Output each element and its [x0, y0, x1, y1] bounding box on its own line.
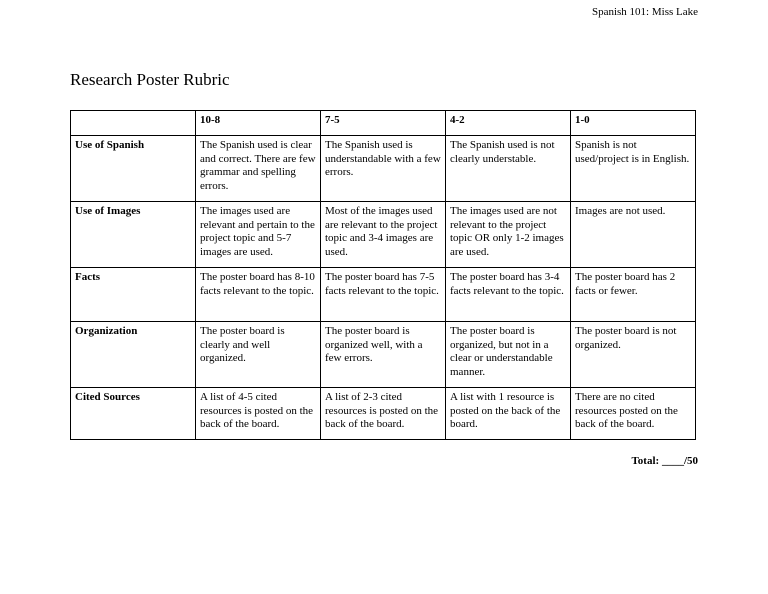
rubric-cell: Images are not used.	[571, 202, 696, 268]
header-cell-4-2: 4-2	[446, 111, 571, 136]
header-cell-7-5: 7-5	[321, 111, 446, 136]
rubric-cell: The Spanish used is clear and correct. There are few grammar and spelling errors.	[196, 136, 321, 202]
rubric-cell: A list of 2-3 cited resources is posted on the back of the board.	[321, 388, 446, 440]
rubric-cell: Most of the images used are relevant to the project topic and 3-4 images are used.	[321, 202, 446, 268]
criterion-label: Use of Spanish	[71, 136, 196, 202]
rubric-cell: There are no cited resources posted on the back of the board.	[571, 388, 696, 440]
course-header: Spanish 101: Miss Lake	[591, 6, 698, 18]
table-row	[71, 268, 696, 322]
page-title: Research Poster Rubric	[70, 70, 230, 89]
table-row	[71, 388, 696, 440]
rubric-cell: Spanish is not used/project is in English.	[571, 136, 696, 202]
table-row	[71, 136, 696, 202]
criterion-label: Use of Images	[71, 202, 196, 268]
rubric-cell: The poster board is organized, but not in a clear or understandable manner.	[446, 322, 571, 388]
rubric-cell: The Spanish used is understandable with a few errors.	[321, 136, 446, 202]
header-cell-10-8: 10-8	[196, 111, 321, 136]
criterion-label: Facts	[71, 268, 196, 322]
rubric-cell: The poster board is not organized.	[571, 322, 696, 388]
rubric-cell: The Spanish used is not clearly understable.	[446, 136, 571, 202]
rubric-cell: The poster board has 8-10 facts relevant to the topic.	[196, 268, 321, 322]
table-header-row	[71, 111, 696, 136]
rubric-cell: The poster board is organized well, with a few errors.	[321, 322, 446, 388]
header-cell-criterion	[71, 111, 196, 136]
rubric-cell: The poster board is clearly and well organized.	[196, 322, 321, 388]
rubric-cell: A list of 4-5 cited resources is posted on the back of the board.	[196, 388, 321, 440]
rubric-cell: The poster board has 3-4 facts relevant to the topic.	[446, 268, 571, 322]
rubric-cell: The poster board has 7-5 facts relevant to the topic.	[321, 268, 446, 322]
table-row	[71, 202, 696, 268]
criterion-label: Organization	[71, 322, 196, 388]
rubric-cell: The images used are relevant and pertain to the project topic and 5-7 images are used.	[196, 202, 321, 268]
total-score-line: Total: ____/50	[631, 455, 698, 467]
table-row	[71, 322, 696, 388]
rubric-cell: The poster board has 2 facts or fewer.	[571, 268, 696, 322]
rubric-cell: The images used are not relevant to the project topic OR only 1-2 images are used.	[446, 202, 571, 268]
criterion-label: Cited Sources	[71, 388, 196, 440]
rubric-table	[70, 110, 696, 440]
header-cell-1-0: 1-0	[571, 111, 696, 136]
rubric-cell: A list with 1 resource is posted on the back of the board.	[446, 388, 571, 440]
